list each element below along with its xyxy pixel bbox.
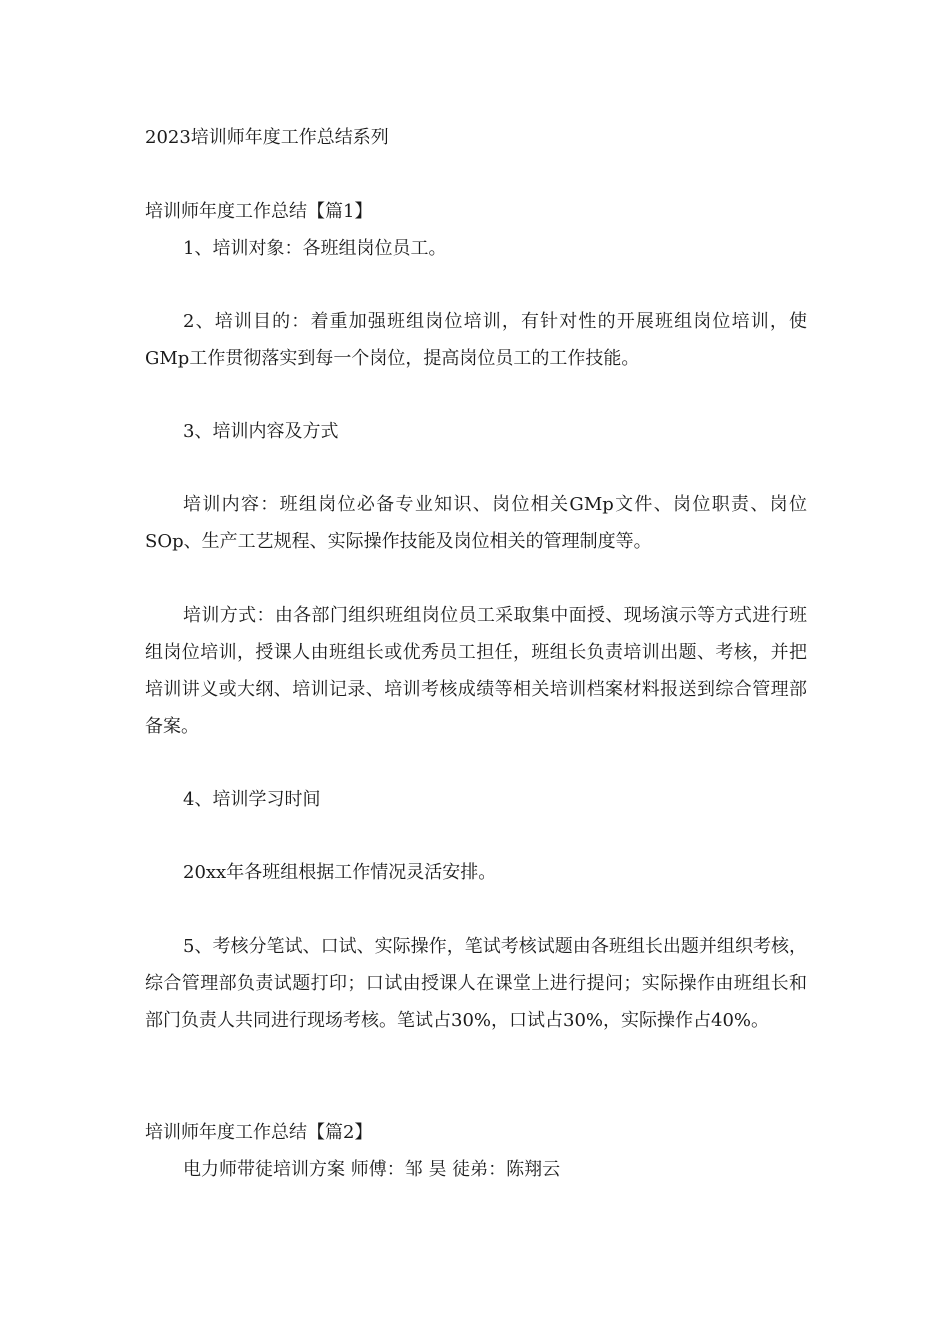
paragraph-assessment: 5、考核分笔试、口试、实际操作，笔试考核试题由各班组长出题并组织考核，综合管理部负责试题打印；口试由授课人在课堂上进行提问；实际操作由班组长和部门负责人共同进行现场考核。笔试占30%，口试占30%，实际操作占40%。: [145, 936, 807, 1031]
paragraph-training-method: 培训方式：由各部门组织班组岗位员工采取集中面授、现场演示等方式进行班组岗位培训，授课人由班组长或优秀员工担任，班组长负责培训出题、考核，并把培训讲义或大纲、培训记录、培训考核成绩等相关培训档案材料报送到综合管理部备案。: [145, 605, 807, 737]
paragraph-training-time-heading: 4、培训学习时间: [183, 789, 321, 810]
section-heading-1: 培训师年度工作总结【篇1】: [145, 201, 373, 222]
paragraph-mentor-plan: 电力师带徒培训方案 师傅：邹 昊 徒弟：陈翔云: [183, 1159, 561, 1180]
document-title: 2023培训师年度工作总结系列: [145, 127, 389, 148]
paragraph-training-time: 20xx年各班组根据工作情况灵活安排。: [183, 862, 497, 883]
paragraph-training-content-heading: 3、培训内容及方式: [183, 421, 339, 442]
paragraph-training-content: 培训内容：班组岗位必备专业知识、岗位相关GMp文件、岗位职责、岗位SOp、生产工艺规程、实际操作技能及岗位相关的管理制度等。: [145, 494, 807, 552]
paragraph-training-target: 1、培训对象：各班组岗位员工。: [183, 238, 447, 259]
paragraph-training-goal: 2、培训目的：着重加强班组岗位培训，有针对性的开展班组岗位培训，使GMp工作贯彻落实到每一个岗位，提高岗位员工的工作技能。: [145, 311, 807, 369]
section-heading-2: 培训师年度工作总结【篇2】: [145, 1122, 373, 1143]
